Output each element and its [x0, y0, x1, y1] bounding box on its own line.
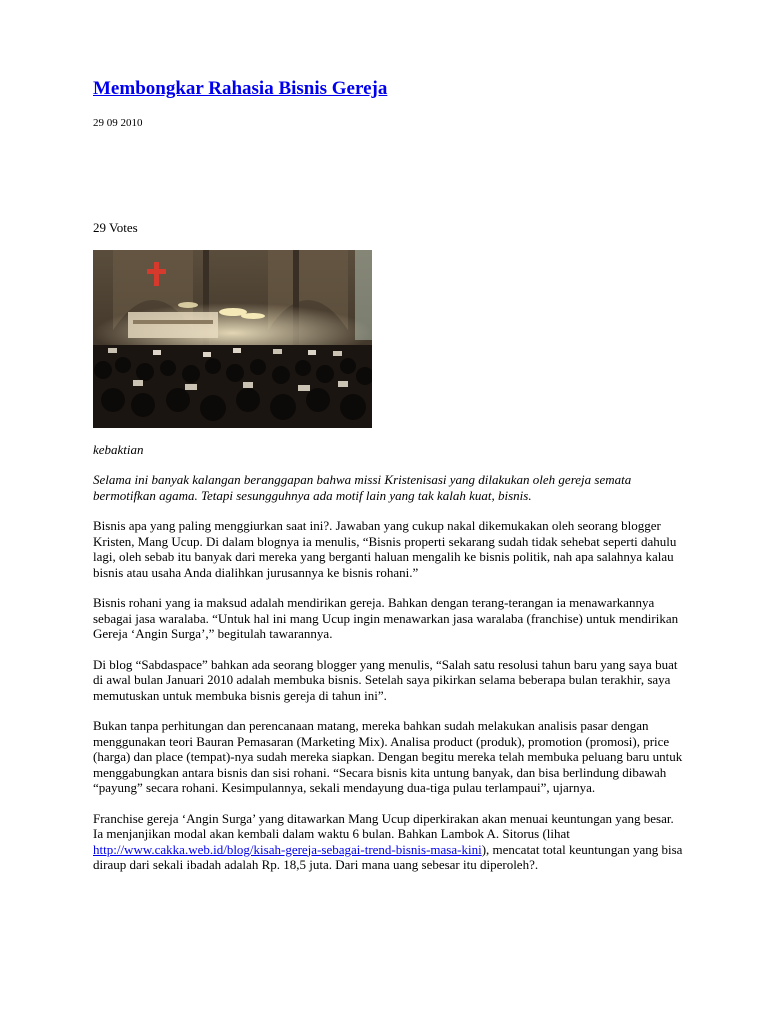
article-title-link[interactable]: Membongkar Rahasia Bisnis Gereja [93, 78, 388, 99]
cakka-blog-link[interactable]: http://www.cakka.web.id/blog/kisah-gereja-sebagai-trend-bisnis-masa-kini [93, 841, 482, 857]
article-body [93, 472, 683, 888]
body-paragraph-2: Bisnis rohani yang ia maksud adalah mendirikan gereja. Bahkan dengan terang-terangan ia menawarkannya sebagai jasa waralaba. “Untuk hal ini mang Ucup ingin menawarkan jasa waralaba (franchise) untuk mendirikan Gereja ‘Angin Surga’,” begitulah tawarannya. [93, 595, 679, 641]
body-paragraph-4: Bukan tanpa perhitungan dan perencanaan matang, mereka bahkan sudah melakukan analisis pasar dengan menggunakan teori Bauran Pemasaran (Marketing Mix). Analisa product (produk), promotion (promosi), price (harga) dan place (tempat)-nya sudah mereka siapkan. Dengan begitu mereka telah membuka peluang baru untuk menggabungkan antara bisnis dan sisi rohani. “Secara bisnis kita untung banyak, dan bisa berlindung dibawah “payung” secara rohani. Kesimpulannya, sekali mendayung dua-tiga pulau terlampaui”, ujarnya. [93, 718, 683, 795]
image-caption: kebaktian [93, 442, 144, 457]
body-paragraph-3: Di blog “Sabdaspace” bahkan ada seorang blogger yang menulis, “Salah satu resolusi tahun baru yang saya buat di awal bulan Januari 2010 adalah membuka bisnis. Setelah saya pikirkan selama beberapa bulan terakhir, saya memutuskan untuk membuka bisnis gereja di tahun ini”. [93, 656, 678, 703]
body-paragraph-5 [93, 811, 683, 873]
church-photo-illustration [93, 250, 372, 428]
church-congregation-photo [93, 250, 372, 428]
paragraph-5-text-start: Franchise gereja ‘Angin Surga’ yang ditawarkan Mang Ucup diperkirakan akan menuai keuntungan yang besar. Ia menjanjikan modal akan kembali dalam waktu 6 bulan. Bahkan Lambok A. Sitorus (lihat [93, 810, 674, 841]
paragraph-5-text-end: ), mencatat total keuntungan yang bisa diraup dari sekali ibadah adalah Rp. 18,5 juta. Dari mana uang sebesar itu diperoleh?. [93, 841, 683, 872]
lead-paragraph: Selama ini banyak kalangan beranggapan bahwa missi Kristenisasi yang dilakukan oleh gereja semata bermotifkan agama. Tetapi sesungguhnya ada motif lain yang tak kalah kuat, bisnis. [93, 472, 632, 503]
body-paragraph-1: Bisnis apa yang paling menggiurkan saat ini?. Jawaban yang cukup nakal dikemukakan oleh seorang blogger Kristen, Mang Ucup. Di dalam blognya ia menulis, “Bisnis properti sekarang sudah tidak sehebat seperti dahulu lagi, oleh sebab itu banyak dari mereka yang berganti haluan mengalih ke bisnis politik, nah apa salahnya kalau bisnis atau usaha Anda dialihkan jurusannya ke bisnis rohani.” [93, 518, 677, 580]
vote-count: 29 Votes [93, 220, 138, 235]
article-date: 29 09 2010 [93, 117, 143, 129]
